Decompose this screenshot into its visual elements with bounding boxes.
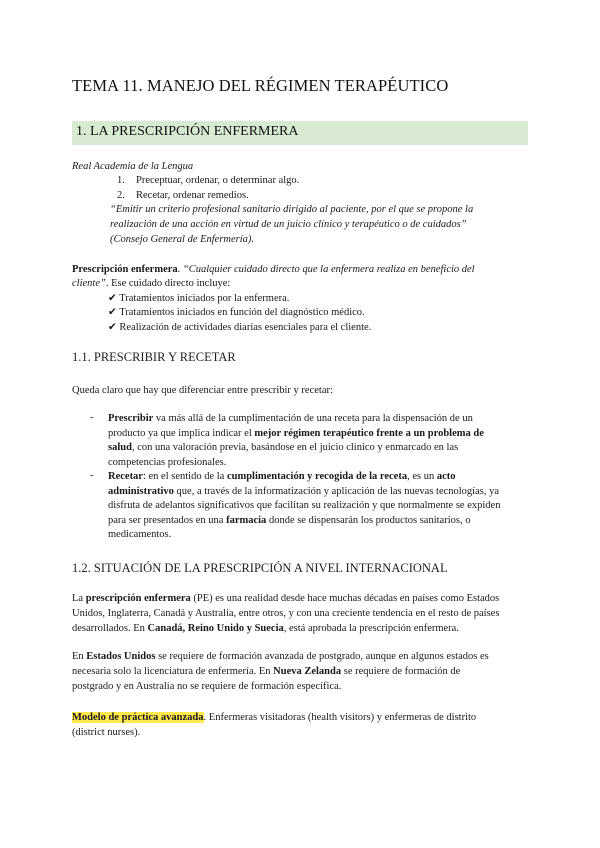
- emphasis: Nueva Zelanda: [273, 666, 342, 677]
- text: disfruta de adelantos significativos que facilitan su realización y que normalmente se expiden: [108, 500, 501, 511]
- cge-quote-line-2: realización de una acción en virtud de un juicio clínico y terapéutico o de cuidados”: [110, 219, 467, 230]
- s11-intro: Queda claro que hay que diferenciar entre prescribir y recetar:: [72, 385, 333, 396]
- emphasis: cumplimentación y recogida de la receta: [226, 471, 408, 482]
- pe-sep: .: [177, 264, 183, 275]
- emphasis: acto: [436, 471, 456, 482]
- s12-paragraph-1: [72, 591, 528, 636]
- text: medicamentos.: [108, 529, 172, 540]
- emphasis: farmacia: [226, 514, 267, 526]
- pe-quote: “Cualquier cuidado directo que la enfermera realiza en beneficio del: [182, 264, 475, 275]
- emphasis: salud: [108, 442, 132, 453]
- document-title: TEMA 11. MANEJO DEL RÉGIMEN TERAPÉUTICO: [72, 76, 449, 95]
- emphasis: prescripción enfermera: [85, 593, 191, 604]
- section-heading-1-2: 1.2. SITUACIÓN DE LA PRESCRIPCIÓN A NIVEL INTERNACIONAL: [72, 561, 448, 575]
- check-item: ✔ Tratamientos iniciados por la enfermera.: [108, 293, 290, 304]
- text: donde se dispensarán los productos sanitarios, o: [266, 514, 471, 526]
- cge-quote-line-3: (Consejo General de Enfermería).: [110, 234, 255, 245]
- rae-item-text: Recetar, ordenar remedios.: [136, 190, 249, 201]
- text: desarrollados. En: [72, 623, 148, 634]
- text: competencias profesionales.: [108, 456, 227, 468]
- text: , es un: [407, 471, 437, 482]
- rae-item-number: 1.: [117, 175, 125, 186]
- text: necesaria solo la licenciatura de enfermería. En: [72, 666, 274, 677]
- text: (PE) es una realidad desde hace muchas décadas en países como Estados: [190, 593, 500, 604]
- text: En: [72, 651, 87, 662]
- s12-paragraph-3: [72, 710, 528, 740]
- text: se requiere de formación avanzada de postgrado, aunque en algunos estados es: [155, 651, 489, 662]
- text: (district nurses).: [72, 727, 141, 738]
- text: La: [72, 593, 86, 604]
- pe-definition-line-1: [72, 263, 528, 277]
- text: , con una valoración previa, basándose en el juicio clínico y enmarcado en las: [131, 442, 459, 453]
- pe-term: Prescripción enfermera: [72, 264, 178, 275]
- check-item: ✔ Realización de actividades diarias esenciales para el cliente.: [108, 322, 372, 333]
- text: va más allá de la cumplimentación de una receta para la dispensación de un: [153, 413, 473, 424]
- text: postgrado y en Australia no se requiere de formación específica.: [72, 681, 342, 692]
- emphasis: administrativo: [108, 485, 174, 497]
- text: . Enfermeras visitadoras (health visitors) y enfermeras de distrito: [203, 712, 477, 723]
- pe-after: . Ese cuidado directo incluye:: [105, 278, 231, 289]
- bullet-dash: -: [90, 470, 94, 481]
- pe-quote-end: cliente”: [72, 278, 106, 289]
- emphasis: Estados Unidos: [86, 651, 156, 662]
- rae-item-text: Preceptuar, ordenar, o determinar algo.: [136, 175, 300, 186]
- text: para ser presentados en una: [108, 514, 227, 526]
- text: , está aprobada la prescripción enfermera.: [283, 623, 459, 634]
- text: Unidos, Inglaterra, Canadá y Australia, entre otros, y con una creciente tendencia en el resto de países: [72, 608, 500, 619]
- text: se requiere de formación de: [341, 666, 461, 677]
- text: que, a través de la informatización y aplicación de las nuevas tecnologías, ya: [173, 485, 500, 497]
- text: producto ya que implica indicar el: [108, 427, 255, 439]
- rae-source: Real Academia de la Lengua: [72, 161, 194, 172]
- check-item: ✔ Tratamientos iniciados en función del diagnóstico médico.: [108, 307, 365, 318]
- section-heading-1-1: 1.1. PRESCRIBIR Y RECETAR: [72, 350, 236, 364]
- bullet-recetar: [108, 470, 528, 543]
- bullet-dash: -: [90, 412, 94, 423]
- text: : en el sentido de la: [142, 471, 227, 482]
- section-heading-1: 1. LA PRESCRIPCIÓN ENFERMERA: [76, 124, 299, 139]
- s12-paragraph-2: [72, 649, 528, 694]
- cge-quote-line-1: “Emitir un criterio profesional sanitario dirigido al paciente, por el que se propone la: [110, 204, 474, 215]
- highlighted-term: Modelo de práctica avanzada: [72, 712, 204, 723]
- emphasis: mejor régimen terapéutico frente a un problema de: [254, 427, 484, 439]
- rae-item-number: 2.: [117, 190, 125, 201]
- term-recetar: Recetar: [108, 471, 143, 482]
- emphasis: Canadá, Reino Unido y Suecia: [147, 623, 284, 634]
- pe-definition-line-2: [72, 277, 528, 291]
- term-prescribir: Prescribir: [108, 413, 154, 424]
- bullet-prescribir: [108, 412, 528, 470]
